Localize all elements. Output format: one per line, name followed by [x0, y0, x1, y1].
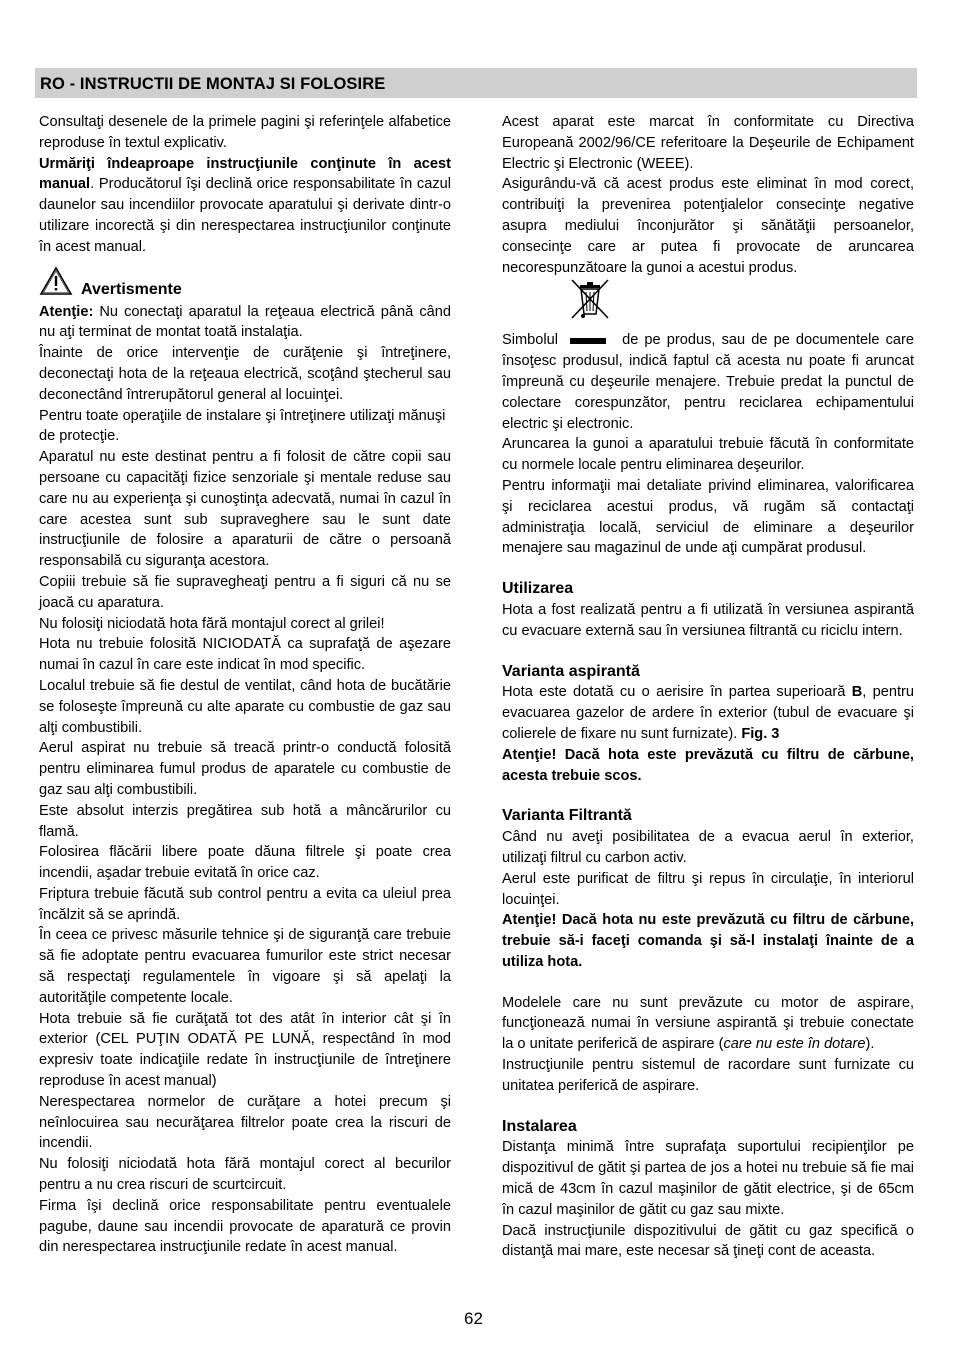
- warning-paragraph: Firma îşi declină orice responsabilitate pentru eventualele pagube, daune sau incendii provocate de aparatură ce provin din nerespectarea instrucţiunile redate în acest manual.: [39, 1197, 451, 1256]
- section-header-bar: [35, 68, 917, 98]
- warning-paragraph: Folosirea flăcării libere poate dăuna filtrele şi poate crea incendii, aşadar trebuie evitată în orice caz.: [39, 844, 451, 882]
- warning-paragraph: Aerul aspirat nu trebuie să treacă printr-o conductă folosită pentru eliminarea fumul produs de aparatele cu combustie de gaz sau alţi combustibili.: [39, 740, 451, 798]
- filter-version-heading: Varianta Filtrantă: [502, 807, 632, 825]
- installation-paragraph: Dacă instrucţiunile dispozitivului de gătit cu gaz specifică o distanţă mai mare, este necesar să ţineţi cont de aceasta.: [502, 1222, 914, 1260]
- section-title: RO - INSTRUCTII DE MONTAJ SI FOLOSIRE: [40, 75, 386, 93]
- intro-responsibility-paragraph: Urmăriţi îndeaproape instrucţiunile conţinute în acest manual. Producătorul îşi declină orice responsabilitate în cazul daunelor sau incendiilor provocate aparatului şi derivate dintr-o utilizare incorectă şi din nerespectarea instrucţiunilor conţinute în acest manual.: [39, 155, 451, 255]
- warning-paragraph: În ceea ce privesc măsurile tehnice şi de siguranţă care trebuie să fie adoptate pentru evacuarea fumurilor este strict necesar să respectaţi regulamentele în vigoare şi să apelaţi la autorităţile competente locale.: [39, 927, 451, 1006]
- filter-version-warning: Atenţie! Dacă hota nu este prevăzută cu filtru de cărbune, trebuie să-i faceţi comanda şi să-l instalaţi înainte de a utiliza hota.: [502, 912, 914, 970]
- ducted-version-warning: Atenţie! Dacă hota este prevăzută cu filtru de cărbune, acesta trebuie scos.: [502, 746, 914, 784]
- left-column: [39, 112, 451, 1258]
- page-number: 62: [464, 1309, 483, 1328]
- filter-version-paragraph: Aerul este purificat de filtru şi repus în circulaţie, în interiorul locuinţei.: [502, 870, 914, 908]
- intro-paragraph: Consultaţi desenele de la primele pagini şi referinţele alfabetice reproduse în textul explicativ.: [39, 114, 451, 151]
- warning-paragraph: Pentru toate operaţiile de instalare şi întreţinere utilizaţi mănuşi de protecţie.: [39, 407, 446, 445]
- warnings-heading: Avertismente: [81, 280, 182, 298]
- weee-symbol-paragraph: Simbolul de pe produs, sau de pe documentele care însoţesc produsul, indică faptul că acesta nu poate fi aruncat împreună cu deşeurile menajere. Trebuie predat la punctul de colectare corespunzător, pentru reciclarea echipamentului electric şi electronic.: [502, 332, 914, 432]
- warning-paragraph: Nu folosiţi niciodată hota fără montajul corect al grilei!: [39, 615, 385, 632]
- warning-paragraph: Friptura trebuie făcută sub control pentru a evita ca uleiul prea încălzit să se aprindă.: [39, 885, 451, 923]
- warnings-heading-row: [39, 266, 451, 302]
- weee-paragraph: Aruncarea la gunoi a aparatului trebuie făcută în conformitate cu normele locale pentru eliminarea deşeurilor.: [502, 436, 914, 474]
- warning-paragraph: Nerespectarea normelor de curăţare a hotei precum şi neînlocuirea sau necurăţarea filtrelor poate crea la riscuri de incendii.: [39, 1093, 451, 1152]
- right-column: [502, 112, 914, 1262]
- warning-paragraph: Hota trebuie să fie curăţată tot des atât în interior cât şi în exterior (CEL PUŢIN ODATĂ PE LUNĂ, respectând în mod expresiv toate indicaţiile redate în instrucţiunile de întreţinere reproduse în acest manual): [39, 1010, 451, 1090]
- warning-paragraph: Este absolut interzis pregătirea sub hotă a mâncărurilor cu flamă.: [39, 802, 451, 840]
- installation-heading: Instalarea: [502, 1117, 577, 1135]
- warning-paragraph: Aparatul nu este destinat pentru a fi folosit de către copii sau persoane cu capacităţi fizice senzoriale şi mentale reduse sau care nu au experienţa şi cunoştinţa adecvată, numai în cazul în care acestea sunt sub supraveghere sau le sunt date instrucţiunile de folosire a aparaturii de către o persoană responsabilă cu siguranţa acestora.: [39, 449, 451, 570]
- warning-triangle-icon: [39, 266, 73, 296]
- ducted-version-paragraph: Hota este dotată cu o aerisire în partea superioară B, pentru evacuarea gazelor de ardere în exterior (tubul de evacuare şi colierele de fixare nu sunt furnizate). Fig. 3: [502, 684, 914, 742]
- warning-paragraph: Localul trebuie să fie destul de ventilat, când hota de bucătărie se foloseşte împreună cu alte aparate cu combustie de gaz sau alţi combustibili.: [39, 677, 451, 736]
- weee-paragraph: Acest aparat este marcat în conformitate cu Directiva Europeană 2002/96/CE referitoare la Deşeurile de Echipament Electric şi Electronic (WEEE).: [502, 114, 914, 172]
- weee-paragraph: Pentru informaţii mai detaliate privind eliminarea, valorificarea şi reciclarea acestui produs, vă rugăm să contactaţi administraţia locală, serviciul de eliminare a deşeurilor menajere sau magazinul de unde aţi cumpărat produsul.: [502, 477, 914, 557]
- black-bar-symbol: [570, 338, 606, 344]
- usage-heading: Utilizarea: [502, 580, 574, 598]
- warning-paragraph: Nu folosiţi niciodată hota fără montajul corect al becurilor pentru a nu crea riscuri de scurtcircuit.: [39, 1156, 451, 1194]
- weee-symbol-row: [502, 278, 914, 330]
- ducted-version-heading: Varianta aspirantă: [502, 662, 640, 680]
- usage-paragraph: Hota a fost realizată pentru a fi utilizată în versiunea aspirantă cu evacuare externă sau în versiunea filtrantă cu riciclu intern.: [502, 601, 914, 639]
- models-paragraph: Instrucţiunile pentru sistemul de racordare sunt furnizate cu unitatea periferică de aspirare.: [502, 1057, 914, 1094]
- filter-version-paragraph: Când nu aveţi posibilitatea de a evacua aerul în exterior, utilizaţi filtrul cu carbon activ.: [502, 829, 914, 866]
- warning-paragraph: Hota nu trebuie folosită NICIODATĂ ca suprafaţă de aşezare numai în cazul în care este indicat în mod specific.: [39, 636, 451, 674]
- warning-paragraph: Atenţie: Nu conectaţi aparatul la reţeaua electrică până când nu aţi terminat de montat toată instalaţia.: [39, 303, 451, 341]
- warning-paragraph: Înainte de orice intervenţie de curăţenie şi întreţinere, deconectaţi hota de la reţeaua electrică, scoţând ştecherul sau deconectând întrerupătorul general al locuinţei.: [39, 345, 451, 403]
- models-paragraph: Modelele care nu sunt prevăzute cu motor de aspirare, funcţionează numai în versiune aspirantă şi trebuie conectate la o unitate periferică de aspirare (care nu este în dotare).: [502, 994, 914, 1053]
- installation-paragraph: Distanţa minimă între suprafaţa suportului recipienţilor pe dispozitivul de gătit şi partea de jos a hotei nu trebuie să fie mai mică de 43cm în cazul maşinilor de gătit electrice, şi de 65cm în cazul maşinilor de gătit cu gaz sau mixte.: [502, 1139, 914, 1218]
- crossed-bin-icon: [568, 276, 612, 322]
- weee-paragraph: Asigurându-vă că acest produs este eliminat în mod corect, contribuiţi la prevenirea potenţialelor consecinţe negative asupra mediului înconjurător şi sănătăţii persoanelor, consecinţe care ar putea fi provocate de aruncarea necorespunzătoare la gunoi a acestui produs.: [502, 176, 914, 276]
- warning-paragraph: Copiii trebuie să fie supravegheaţi pentru a fi siguri că nu se joacă cu aparatura.: [39, 573, 451, 611]
